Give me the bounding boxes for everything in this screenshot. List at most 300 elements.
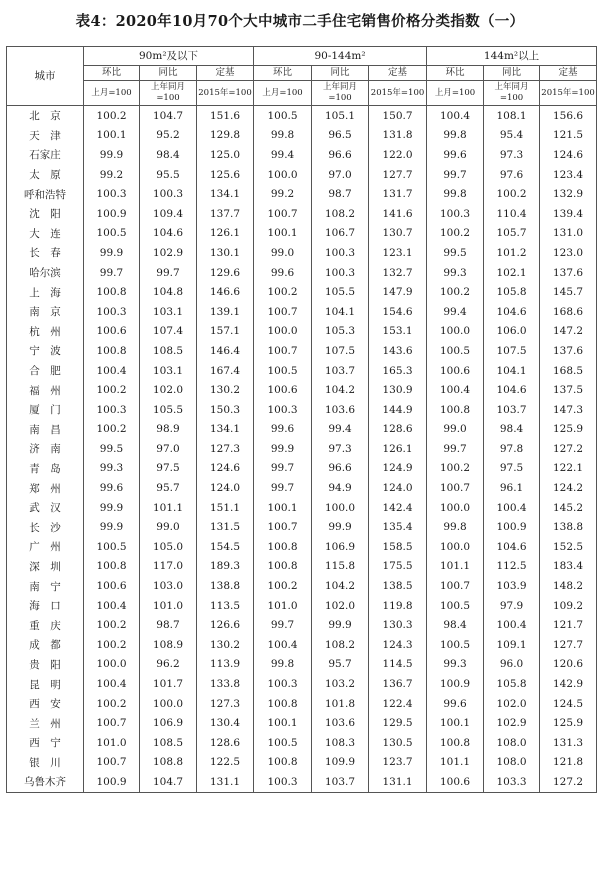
value-cell: 99.7 xyxy=(84,263,140,283)
value-cell: 107.4 xyxy=(140,322,197,342)
base-header: 上年同月=100 xyxy=(140,81,197,106)
value-cell: 117.0 xyxy=(140,557,197,577)
value-cell: 98.7 xyxy=(312,184,369,204)
value-cell: 130.5 xyxy=(369,733,427,753)
value-cell: 124.0 xyxy=(197,478,254,498)
value-cell: 97.5 xyxy=(140,459,197,479)
table-row xyxy=(7,615,597,635)
value-cell: 100.3 xyxy=(84,302,140,322)
value-cell: 100.3 xyxy=(312,243,369,263)
value-cell: 96.2 xyxy=(140,655,197,675)
value-cell: 141.6 xyxy=(369,204,427,224)
value-cell: 133.8 xyxy=(197,674,254,694)
table-row xyxy=(7,106,597,126)
value-cell: 108.0 xyxy=(484,753,540,773)
value-cell: 96.0 xyxy=(484,655,540,675)
value-cell: 98.4 xyxy=(140,145,197,165)
base-header: 上年同月=100 xyxy=(484,81,540,106)
value-cell: 99.7 xyxy=(254,615,312,635)
value-cell: 127.2 xyxy=(540,439,597,459)
value-cell: 100.7 xyxy=(427,478,484,498)
value-cell: 94.9 xyxy=(312,478,369,498)
value-cell: 143.6 xyxy=(369,341,427,361)
table-row xyxy=(7,204,597,224)
value-cell: 134.1 xyxy=(197,420,254,440)
table-row xyxy=(7,655,597,675)
value-cell: 189.3 xyxy=(197,557,254,577)
value-cell: 129.6 xyxy=(197,263,254,283)
city-cell: 厦 门 xyxy=(7,400,84,420)
value-cell: 100.2 xyxy=(84,635,140,655)
value-cell: 105.1 xyxy=(312,106,369,126)
value-cell: 100.5 xyxy=(84,537,140,557)
value-cell: 108.3 xyxy=(312,733,369,753)
value-cell: 100.2 xyxy=(84,420,140,440)
value-cell: 126.1 xyxy=(369,439,427,459)
value-cell: 100.7 xyxy=(84,753,140,773)
city-cell: 乌鲁木齐 xyxy=(7,772,84,792)
value-cell: 104.6 xyxy=(484,380,540,400)
city-cell: 大 连 xyxy=(7,224,84,244)
value-cell: 100.7 xyxy=(84,713,140,733)
value-cell: 100.5 xyxy=(427,596,484,616)
value-cell: 109.1 xyxy=(484,635,540,655)
value-cell: 125.9 xyxy=(540,420,597,440)
value-cell: 100.7 xyxy=(427,576,484,596)
table-row xyxy=(7,380,597,400)
value-cell: 100.2 xyxy=(427,459,484,479)
table-row xyxy=(7,694,597,714)
value-cell: 135.4 xyxy=(369,517,427,537)
city-cell: 成 都 xyxy=(7,635,84,655)
value-cell: 103.3 xyxy=(484,772,540,792)
value-cell: 104.6 xyxy=(484,537,540,557)
metric-header: 环比 xyxy=(254,66,312,81)
city-cell: 宁 波 xyxy=(7,341,84,361)
value-cell: 100.2 xyxy=(84,694,140,714)
value-cell: 99.9 xyxy=(84,145,140,165)
value-cell: 100.4 xyxy=(84,674,140,694)
value-cell: 97.3 xyxy=(484,145,540,165)
value-cell: 146.6 xyxy=(197,282,254,302)
value-cell: 124.9 xyxy=(369,459,427,479)
value-cell: 99.6 xyxy=(254,263,312,283)
value-cell: 100.4 xyxy=(84,361,140,381)
table-row xyxy=(7,517,597,537)
value-cell: 100.0 xyxy=(140,694,197,714)
value-cell: 132.7 xyxy=(369,263,427,283)
value-cell: 99.4 xyxy=(427,302,484,322)
table-row xyxy=(7,733,597,753)
value-cell: 113.5 xyxy=(197,596,254,616)
value-cell: 99.9 xyxy=(254,439,312,459)
value-cell: 123.0 xyxy=(540,243,597,263)
table-row xyxy=(7,165,597,185)
value-cell: 113.9 xyxy=(197,655,254,675)
value-cell: 97.9 xyxy=(484,596,540,616)
value-cell: 98.9 xyxy=(140,420,197,440)
value-cell: 108.1 xyxy=(484,106,540,126)
value-cell: 103.0 xyxy=(140,576,197,596)
value-cell: 125.9 xyxy=(540,713,597,733)
table-row xyxy=(7,459,597,479)
value-cell: 124.6 xyxy=(197,459,254,479)
value-cell: 103.7 xyxy=(484,400,540,420)
value-cell: 167.4 xyxy=(197,361,254,381)
value-cell: 156.6 xyxy=(540,106,597,126)
value-cell: 127.3 xyxy=(197,439,254,459)
value-cell: 153.1 xyxy=(369,322,427,342)
value-cell: 100.6 xyxy=(427,772,484,792)
value-cell: 100.9 xyxy=(427,674,484,694)
value-cell: 122.0 xyxy=(369,145,427,165)
value-cell: 99.5 xyxy=(427,243,484,263)
value-cell: 154.5 xyxy=(197,537,254,557)
value-cell: 151.1 xyxy=(197,498,254,518)
value-cell: 128.6 xyxy=(369,420,427,440)
city-cell: 西 宁 xyxy=(7,733,84,753)
value-cell: 99.3 xyxy=(427,655,484,675)
value-cell: 121.7 xyxy=(540,615,597,635)
value-cell: 103.6 xyxy=(312,400,369,420)
value-cell: 109.4 xyxy=(140,204,197,224)
city-column-header: 城市 xyxy=(7,47,84,106)
value-cell: 106.7 xyxy=(312,224,369,244)
value-cell: 100.1 xyxy=(254,224,312,244)
value-cell: 102.1 xyxy=(484,263,540,283)
metric-header: 定基 xyxy=(540,66,597,81)
table-row xyxy=(7,282,597,302)
table-row xyxy=(7,322,597,342)
base-header: 上月=100 xyxy=(84,81,140,106)
value-cell: 106.9 xyxy=(312,537,369,557)
value-cell: 100.0 xyxy=(427,498,484,518)
city-cell: 合 肥 xyxy=(7,361,84,381)
value-cell: 100.4 xyxy=(84,596,140,616)
value-cell: 96.1 xyxy=(484,478,540,498)
value-cell: 100.5 xyxy=(254,361,312,381)
city-cell: 贵 阳 xyxy=(7,655,84,675)
table-row xyxy=(7,184,597,204)
city-cell: 银 川 xyxy=(7,753,84,773)
value-cell: 101.2 xyxy=(484,243,540,263)
value-cell: 100.7 xyxy=(254,517,312,537)
value-cell: 147.2 xyxy=(540,322,597,342)
value-cell: 119.8 xyxy=(369,596,427,616)
value-cell: 138.8 xyxy=(197,576,254,596)
value-cell: 131.0 xyxy=(540,224,597,244)
table-row xyxy=(7,400,597,420)
value-cell: 100.9 xyxy=(484,517,540,537)
value-cell: 103.6 xyxy=(312,713,369,733)
value-cell: 109.9 xyxy=(312,753,369,773)
value-cell: 97.0 xyxy=(140,439,197,459)
base-header: 2015年=100 xyxy=(369,81,427,106)
value-cell: 105.7 xyxy=(484,224,540,244)
value-cell: 131.3 xyxy=(540,733,597,753)
city-cell: 上 海 xyxy=(7,282,84,302)
city-cell: 北 京 xyxy=(7,106,84,126)
value-cell: 106.0 xyxy=(484,322,540,342)
table-row xyxy=(7,224,597,244)
value-cell: 123.7 xyxy=(369,753,427,773)
value-cell: 99.0 xyxy=(140,517,197,537)
value-cell: 131.7 xyxy=(369,184,427,204)
value-cell: 100.5 xyxy=(427,635,484,655)
value-cell: 100.1 xyxy=(84,126,140,146)
value-cell: 100.3 xyxy=(312,263,369,283)
value-cell: 99.9 xyxy=(312,615,369,635)
value-cell: 99.7 xyxy=(254,459,312,479)
value-cell: 125.0 xyxy=(197,145,254,165)
value-cell: 98.7 xyxy=(140,615,197,635)
value-cell: 124.3 xyxy=(369,635,427,655)
value-cell: 100.5 xyxy=(254,106,312,126)
value-cell: 100.8 xyxy=(254,694,312,714)
value-cell: 99.9 xyxy=(84,517,140,537)
city-cell: 石家庄 xyxy=(7,145,84,165)
value-cell: 99.4 xyxy=(312,420,369,440)
value-cell: 101.0 xyxy=(84,733,140,753)
metric-header: 同比 xyxy=(484,66,540,81)
city-cell: 武 汉 xyxy=(7,498,84,518)
value-cell: 139.1 xyxy=(197,302,254,322)
value-cell: 115.8 xyxy=(312,557,369,577)
value-cell: 100.4 xyxy=(484,498,540,518)
value-cell: 114.5 xyxy=(369,655,427,675)
value-cell: 99.9 xyxy=(84,243,140,263)
value-cell: 100.0 xyxy=(254,165,312,185)
value-cell: 100.0 xyxy=(427,322,484,342)
value-cell: 130.3 xyxy=(369,615,427,635)
table-row xyxy=(7,439,597,459)
city-cell: 长 沙 xyxy=(7,517,84,537)
value-cell: 112.5 xyxy=(484,557,540,577)
value-cell: 105.8 xyxy=(484,674,540,694)
value-cell: 99.2 xyxy=(254,184,312,204)
value-cell: 103.1 xyxy=(140,361,197,381)
value-cell: 100.3 xyxy=(84,400,140,420)
value-cell: 99.7 xyxy=(140,263,197,283)
value-cell: 95.7 xyxy=(312,655,369,675)
value-cell: 131.1 xyxy=(197,772,254,792)
table-row xyxy=(7,576,597,596)
value-cell: 152.5 xyxy=(540,537,597,557)
value-cell: 131.8 xyxy=(369,126,427,146)
base-header: 上月=100 xyxy=(254,81,312,106)
value-cell: 100.2 xyxy=(427,224,484,244)
value-cell: 100.8 xyxy=(427,733,484,753)
value-cell: 108.5 xyxy=(140,341,197,361)
value-cell: 100.3 xyxy=(84,184,140,204)
value-cell: 100.2 xyxy=(254,576,312,596)
value-cell: 99.8 xyxy=(254,655,312,675)
table-row xyxy=(7,537,597,557)
value-cell: 108.2 xyxy=(312,635,369,655)
group-header-medium: 90-144m² xyxy=(254,47,427,66)
table-row xyxy=(7,772,597,792)
value-cell: 100.4 xyxy=(254,635,312,655)
value-cell: 100.6 xyxy=(84,576,140,596)
value-cell: 105.8 xyxy=(484,282,540,302)
value-cell: 97.5 xyxy=(484,459,540,479)
table-row xyxy=(7,126,597,146)
table-row xyxy=(7,420,597,440)
value-cell: 99.3 xyxy=(84,459,140,479)
value-cell: 130.9 xyxy=(369,380,427,400)
city-cell: 杭 州 xyxy=(7,322,84,342)
value-cell: 104.7 xyxy=(140,106,197,126)
value-cell: 100.4 xyxy=(427,380,484,400)
value-cell: 100.2 xyxy=(254,282,312,302)
value-cell: 104.7 xyxy=(140,772,197,792)
value-cell: 98.4 xyxy=(427,615,484,635)
value-cell: 101.0 xyxy=(140,596,197,616)
value-cell: 100.7 xyxy=(254,204,312,224)
city-cell: 青 岛 xyxy=(7,459,84,479)
city-cell: 沈 阳 xyxy=(7,204,84,224)
table-row xyxy=(7,596,597,616)
group-header-large: 144m²以上 xyxy=(427,47,597,66)
value-cell: 122.5 xyxy=(197,753,254,773)
value-cell: 99.7 xyxy=(427,165,484,185)
value-cell: 120.6 xyxy=(540,655,597,675)
value-cell: 102.0 xyxy=(312,596,369,616)
value-cell: 145.7 xyxy=(540,282,597,302)
value-cell: 108.8 xyxy=(140,753,197,773)
value-cell: 128.6 xyxy=(197,733,254,753)
value-cell: 122.1 xyxy=(540,459,597,479)
value-cell: 103.9 xyxy=(484,576,540,596)
value-cell: 100.9 xyxy=(84,772,140,792)
value-cell: 130.2 xyxy=(197,380,254,400)
value-cell: 100.8 xyxy=(84,282,140,302)
value-cell: 130.7 xyxy=(369,224,427,244)
city-cell: 福 州 xyxy=(7,380,84,400)
value-cell: 127.7 xyxy=(540,635,597,655)
value-cell: 130.1 xyxy=(197,243,254,263)
value-cell: 99.6 xyxy=(254,420,312,440)
value-cell: 99.8 xyxy=(427,184,484,204)
table-row xyxy=(7,361,597,381)
value-cell: 99.0 xyxy=(254,243,312,263)
value-cell: 129.8 xyxy=(197,126,254,146)
value-cell: 100.5 xyxy=(84,224,140,244)
value-cell: 99.6 xyxy=(427,694,484,714)
value-cell: 145.2 xyxy=(540,498,597,518)
table-row xyxy=(7,341,597,361)
value-cell: 108.2 xyxy=(312,204,369,224)
value-cell: 99.9 xyxy=(84,498,140,518)
value-cell: 130.4 xyxy=(197,713,254,733)
value-cell: 100.9 xyxy=(84,204,140,224)
value-cell: 122.4 xyxy=(369,694,427,714)
value-cell: 99.8 xyxy=(427,126,484,146)
city-cell: 郑 州 xyxy=(7,478,84,498)
metric-header: 环比 xyxy=(427,66,484,81)
value-cell: 100.1 xyxy=(254,713,312,733)
value-cell: 100.5 xyxy=(427,341,484,361)
value-cell: 95.7 xyxy=(140,478,197,498)
value-cell: 104.1 xyxy=(484,361,540,381)
table-row xyxy=(7,498,597,518)
value-cell: 137.5 xyxy=(540,380,597,400)
value-cell: 99.8 xyxy=(254,126,312,146)
value-cell: 108.9 xyxy=(140,635,197,655)
value-cell: 97.6 xyxy=(484,165,540,185)
metric-header: 环比 xyxy=(84,66,140,81)
value-cell: 151.6 xyxy=(197,106,254,126)
value-cell: 168.5 xyxy=(540,361,597,381)
value-cell: 142.4 xyxy=(369,498,427,518)
value-cell: 106.9 xyxy=(140,713,197,733)
value-cell: 100.6 xyxy=(84,322,140,342)
value-cell: 101.1 xyxy=(140,498,197,518)
metric-header: 定基 xyxy=(369,66,427,81)
value-cell: 100.0 xyxy=(427,537,484,557)
value-cell: 125.6 xyxy=(197,165,254,185)
metric-header: 定基 xyxy=(197,66,254,81)
value-cell: 150.7 xyxy=(369,106,427,126)
value-cell: 168.6 xyxy=(540,302,597,322)
value-cell: 100.8 xyxy=(254,557,312,577)
value-cell: 100.8 xyxy=(84,557,140,577)
value-cell: 105.5 xyxy=(140,400,197,420)
value-cell: 100.4 xyxy=(427,106,484,126)
value-cell: 100.3 xyxy=(254,772,312,792)
city-cell: 南 昌 xyxy=(7,420,84,440)
value-cell: 100.8 xyxy=(254,537,312,557)
value-cell: 157.1 xyxy=(197,322,254,342)
value-cell: 108.0 xyxy=(484,733,540,753)
value-cell: 99.7 xyxy=(254,478,312,498)
metric-header: 同比 xyxy=(140,66,197,81)
value-cell: 146.4 xyxy=(197,341,254,361)
value-cell: 100.0 xyxy=(312,498,369,518)
value-cell: 95.5 xyxy=(140,165,197,185)
value-cell: 108.5 xyxy=(140,733,197,753)
city-cell: 南 宁 xyxy=(7,576,84,596)
city-cell: 哈尔滨 xyxy=(7,263,84,283)
city-cell: 兰 州 xyxy=(7,713,84,733)
value-cell: 100.2 xyxy=(484,184,540,204)
value-cell: 139.4 xyxy=(540,204,597,224)
city-cell: 济 南 xyxy=(7,439,84,459)
value-cell: 121.5 xyxy=(540,126,597,146)
value-cell: 99.4 xyxy=(254,145,312,165)
city-cell: 海 口 xyxy=(7,596,84,616)
value-cell: 100.7 xyxy=(254,341,312,361)
value-cell: 99.6 xyxy=(84,478,140,498)
value-cell: 103.7 xyxy=(312,361,369,381)
value-cell: 97.0 xyxy=(312,165,369,185)
value-cell: 100.6 xyxy=(254,380,312,400)
base-header: 2015年=100 xyxy=(540,81,597,106)
value-cell: 138.8 xyxy=(540,517,597,537)
city-cell: 呼和浩特 xyxy=(7,184,84,204)
value-cell: 132.9 xyxy=(540,184,597,204)
value-cell: 104.6 xyxy=(484,302,540,322)
value-cell: 100.0 xyxy=(254,322,312,342)
value-cell: 123.1 xyxy=(369,243,427,263)
value-cell: 100.1 xyxy=(427,713,484,733)
value-cell: 103.2 xyxy=(312,674,369,694)
value-cell: 98.4 xyxy=(484,420,540,440)
value-cell: 101.1 xyxy=(427,557,484,577)
value-cell: 100.8 xyxy=(254,753,312,773)
value-cell: 158.5 xyxy=(369,537,427,557)
value-cell: 137.6 xyxy=(540,341,597,361)
